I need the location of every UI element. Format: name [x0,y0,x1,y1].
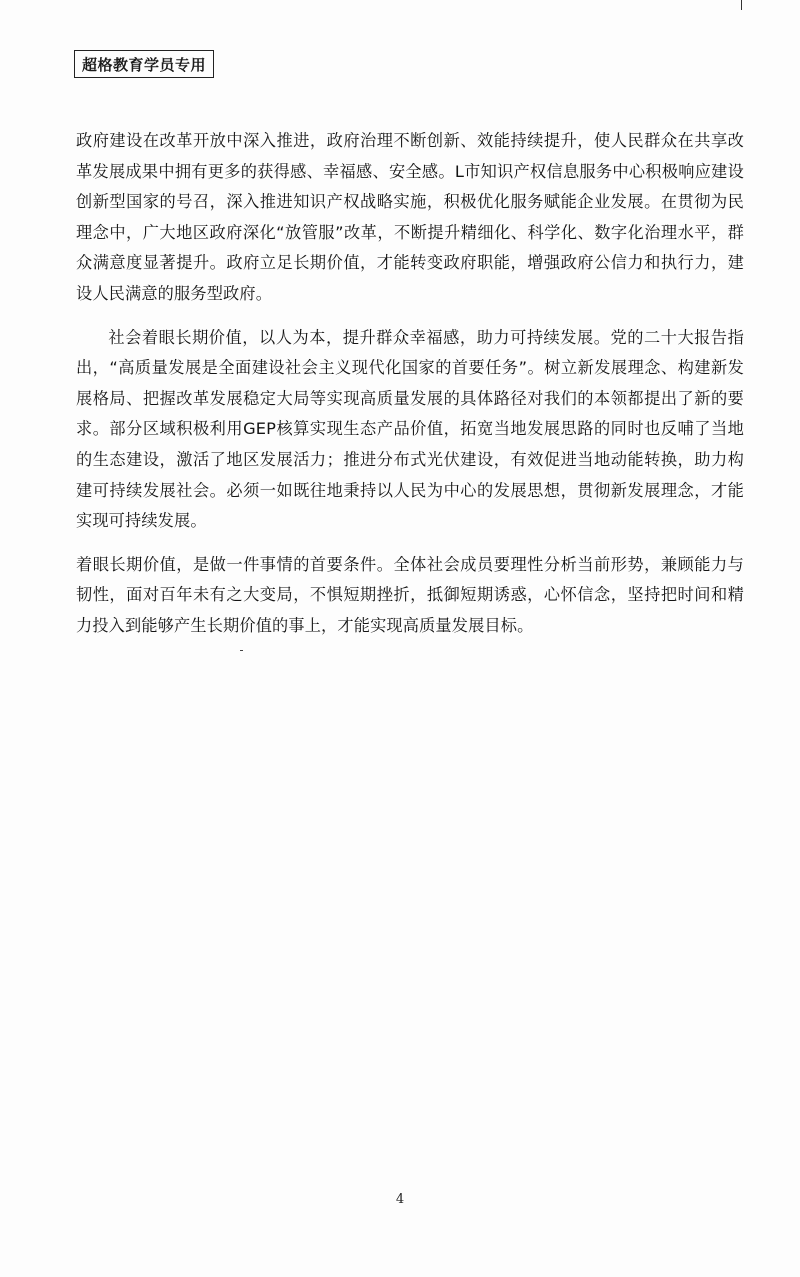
essay-body [76,126,744,655]
essay-paragraph-2: 社会着眼长期价值，以人为本，提升群众幸福感，助力可持续发展。党的二十大报告指出，“高质量发展是全面建设社会主义现代化国家的首要任务”。树立新发展理念、构建新发展格局、把握改革发展稳定大局等实现高质量发展的具体路径对我们的本领都提出了新的要求。部分区域积极利用GEP核算实现生态产品价值，拓宽当地发展思路的同时也反哺了当地的生态建设，激活了地区发展活力；推进分布式光伏建设，有效促进当地动能转换，助力构建可持续发展社会。必须一如既往地秉持以人民为中心的发展思想，贯彻新发展理念，才能实现可持续发展。 [76,327,744,531]
scan-edge-mark [741,0,742,10]
essay-paragraph-3: 着眼长期价值，是做一件事情的首要条件。全体社会成员要理性分析当前形势，兼顾能力与韧性，面对百年未有之大变局，不惧短期挫折，抵御短期诱惑，心怀信念，坚持把时间和精力投入到能够产生长期价值的事上，才能实现高质量发展目标。 [76,554,744,635]
scan-speck [240,650,243,651]
page-number: 4 [395,1192,405,1207]
essay-paragraph-1: 政府建设在改革开放中深入推进，政府治理不断创新、效能持续提升，使人民群众在共享改革发展成果中拥有更多的获得感、幸福感、安全感。L市知识产权信息服务中心积极响应建设创新型国家的号召，深入推进知识产权战略实施，积极优化服务赋能企业发展。在贯彻为民理念中，广大地区政府深化“放管服”改革，不断提升精细化、科学化、数字化治理水平，群众满意度显著提升。政府立足长期价值，才能转变政府职能，增强政府公信力和执行力，建设人民满意的服务型政府。 [76,131,744,303]
header-stamp-label: 超格教育学员专用 [74,50,214,78]
